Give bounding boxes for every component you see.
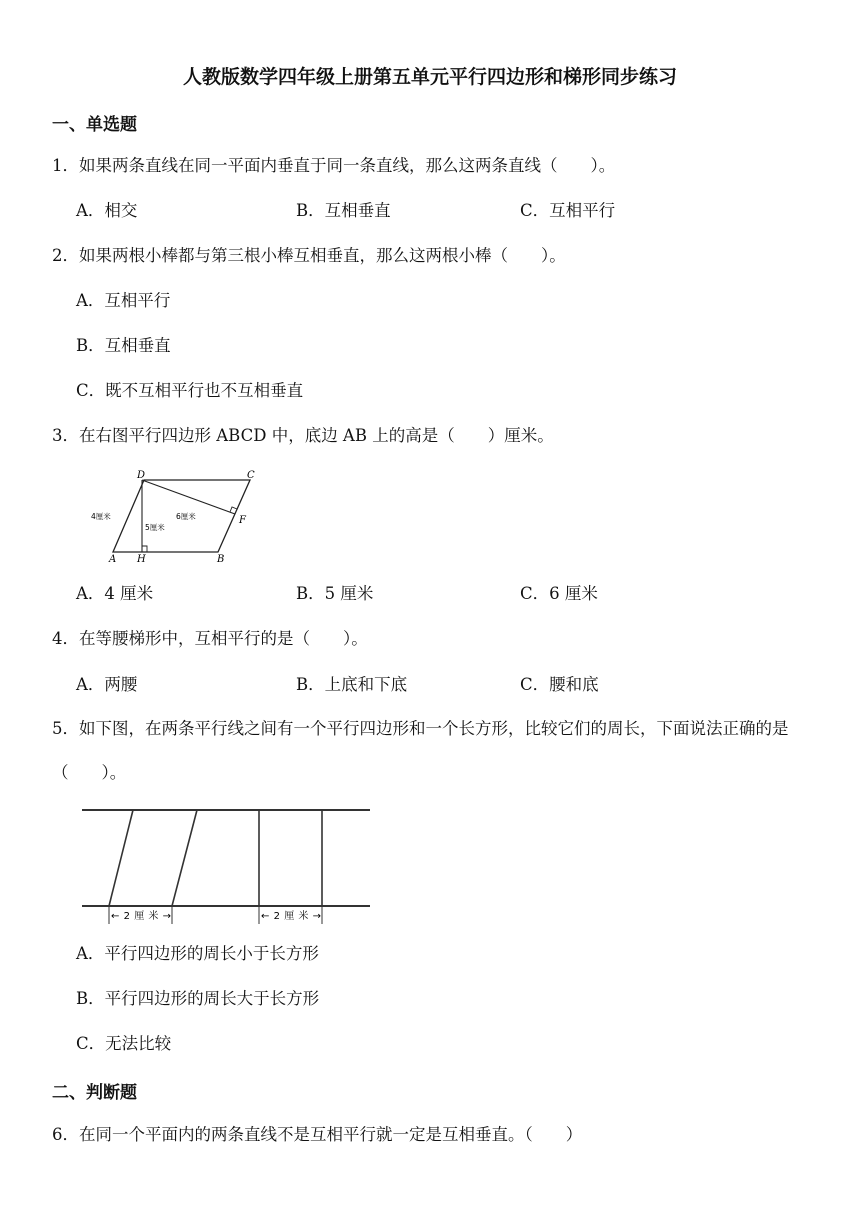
question-text: 如果两条直线在同一平面内垂直于同一条直线，那么这两条直线（ ）。 xyxy=(79,156,616,175)
question-3 xyxy=(52,424,554,448)
question-2 xyxy=(52,244,566,268)
question-4 xyxy=(52,627,368,651)
question-number: 1． xyxy=(52,156,79,175)
section-heading-true-false: 二、判断题 xyxy=(52,1083,137,1103)
option-3c[interactable]: C．6 厘米 xyxy=(520,584,598,603)
question-number: 2． xyxy=(52,246,79,265)
label-height: 5厘米 xyxy=(145,523,165,532)
point-label-d: D xyxy=(137,470,146,481)
page-title: 人教版数学四年级上册第五单元平行四边形和梯形同步练习 xyxy=(182,66,677,88)
point-label-h: H xyxy=(137,554,146,565)
option-1b[interactable]: B．互相垂直 xyxy=(296,201,391,220)
option-4c[interactable]: C．腰和底 xyxy=(520,675,599,694)
label-side-length: 4厘米 xyxy=(91,512,111,521)
question-text: 在同一个平面内的两条直线不是互相平行就一定是互相垂直。（ ） xyxy=(79,1125,583,1144)
question-text: 如下图，在两条平行线之间有一个平行四边形和一个长方形，比较它们的周长，下面说法正确的是（ ）。 xyxy=(52,719,789,782)
question-text: 如果两根小棒都与第三根小棒互相垂直，那么这两根小棒（ ）。 xyxy=(79,246,566,265)
option-4b[interactable]: B．上底和下底 xyxy=(296,675,408,694)
parallelogram-side-left xyxy=(109,810,133,906)
question-number: 5． xyxy=(52,719,79,738)
option-5b[interactable]: B．平行四边形的周长大于长方形 xyxy=(76,989,320,1008)
parallelogram-side-right xyxy=(172,810,197,906)
option-1a[interactable]: A．相交 xyxy=(76,201,138,220)
option-5a[interactable]: A．平行四边形的周长小于长方形 xyxy=(76,944,319,963)
label-diagonal-height: 6厘米 xyxy=(176,512,196,521)
option-3a[interactable]: A．4 厘米 xyxy=(76,584,154,603)
option-4a[interactable]: A．两腰 xyxy=(76,675,138,694)
section-heading-single-choice: 一、单选题 xyxy=(52,115,137,135)
option-1c[interactable]: C．互相平行 xyxy=(520,201,616,220)
point-label-b: B xyxy=(217,554,225,565)
question-number: 3． xyxy=(52,426,79,445)
option-2a[interactable]: A．互相平行 xyxy=(76,291,171,310)
option-2c[interactable]: C．既不互相平行也不互相垂直 xyxy=(76,381,304,400)
question-1 xyxy=(52,154,615,178)
option-3b[interactable]: B．5 厘米 xyxy=(296,584,374,603)
dimension-label-parallelogram: ←2厘米→ xyxy=(111,911,171,922)
point-label-c: C xyxy=(247,470,255,481)
option-2b[interactable]: B．互相垂直 xyxy=(76,336,171,355)
question-text: 在等腰梯形中，互相平行的是（ ）。 xyxy=(79,629,368,648)
question-6 xyxy=(52,1123,582,1147)
option-5c[interactable]: C．无法比较 xyxy=(76,1034,172,1053)
right-angle-h xyxy=(142,546,147,552)
question-number: 4． xyxy=(52,629,79,648)
question-text: 在右图平行四边形 ABCD 中，底边 AB 上的高是（ ）厘米。 xyxy=(79,426,554,445)
question-5 xyxy=(52,707,812,795)
height-line-df xyxy=(142,480,235,514)
dimension-label-rectangle: ←2厘米→ xyxy=(261,911,321,922)
point-label-a: A xyxy=(109,554,117,565)
point-label-f: F xyxy=(239,515,246,526)
parallelogram-figure xyxy=(80,468,280,568)
question-number: 6． xyxy=(52,1125,79,1144)
parallel-lines-figure xyxy=(80,802,380,932)
